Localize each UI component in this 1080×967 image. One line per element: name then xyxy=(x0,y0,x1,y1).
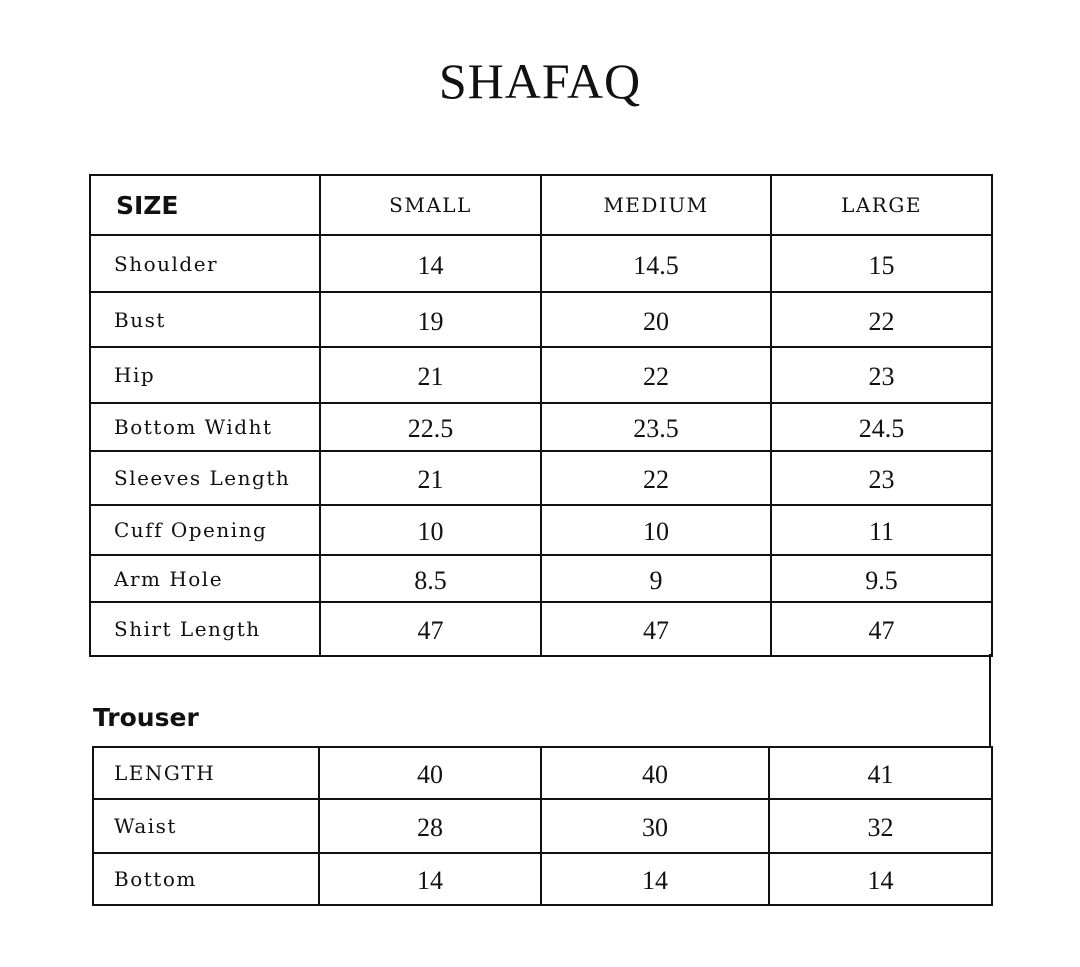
cell-small: 22.5 xyxy=(320,403,541,451)
cell-large: 47 xyxy=(771,602,992,656)
table-row xyxy=(90,602,992,656)
trouser-table xyxy=(92,746,993,906)
cell-medium: 20 xyxy=(541,292,771,347)
cell-large: 9.5 xyxy=(771,555,992,602)
cell-medium: 10 xyxy=(541,505,771,555)
row-label: Waist xyxy=(93,799,319,853)
cell-medium: 23.5 xyxy=(541,403,771,451)
cell-large: 15 xyxy=(771,235,992,292)
cell-large: 11 xyxy=(771,505,992,555)
cell-medium: 40 xyxy=(541,747,769,799)
table-row xyxy=(90,555,992,602)
cell-large: 22 xyxy=(771,292,992,347)
cell-large: 23 xyxy=(771,347,992,403)
cell-small: 14 xyxy=(319,853,541,905)
cell-medium: 30 xyxy=(541,799,769,853)
row-label: Bust xyxy=(90,292,320,347)
row-label: Shoulder xyxy=(90,235,320,292)
row-label: Sleeves Length xyxy=(90,451,320,505)
size-chart-table xyxy=(89,174,993,657)
cell-small: 28 xyxy=(319,799,541,853)
size-header-row xyxy=(90,175,992,235)
cell-medium: 14 xyxy=(541,853,769,905)
cell-small: 21 xyxy=(320,347,541,403)
cell-small: 10 xyxy=(320,505,541,555)
cell-small: 8.5 xyxy=(320,555,541,602)
column-header-large: LARGE xyxy=(771,175,992,235)
cell-medium: 14.5 xyxy=(541,235,771,292)
brand-title: SHAFAQ xyxy=(438,53,642,109)
table-row xyxy=(90,235,992,292)
table-divider xyxy=(989,654,991,748)
table-row xyxy=(90,451,992,505)
table-row xyxy=(90,403,992,451)
row-label: Hip xyxy=(90,347,320,403)
cell-small: 47 xyxy=(320,602,541,656)
column-header-small: SMALL xyxy=(320,175,541,235)
row-label: LENGTH xyxy=(93,747,319,799)
table-row xyxy=(93,799,992,853)
cell-large: 32 xyxy=(769,799,992,853)
row-label: Bottom xyxy=(93,853,319,905)
table-row xyxy=(90,347,992,403)
cell-small: 21 xyxy=(320,451,541,505)
row-label: Bottom Widht xyxy=(90,403,320,451)
cell-large: 41 xyxy=(769,747,992,799)
cell-small: 40 xyxy=(319,747,541,799)
cell-small: 19 xyxy=(320,292,541,347)
cell-medium: 22 xyxy=(541,451,771,505)
row-label: Shirt Length xyxy=(90,602,320,656)
table-row xyxy=(93,853,992,905)
table-row xyxy=(90,505,992,555)
cell-large: 24.5 xyxy=(771,403,992,451)
row-label: Arm Hole xyxy=(90,555,320,602)
trouser-section-title: Trouser xyxy=(93,703,199,732)
row-label: Cuff Opening xyxy=(90,505,320,555)
cell-medium: 22 xyxy=(541,347,771,403)
cell-large: 14 xyxy=(769,853,992,905)
column-header-medium: MEDIUM xyxy=(541,175,771,235)
cell-small: 14 xyxy=(320,235,541,292)
cell-large: 23 xyxy=(771,451,992,505)
size-header-label: SIZE xyxy=(90,175,320,235)
table-row xyxy=(90,292,992,347)
cell-medium: 9 xyxy=(541,555,771,602)
table-row xyxy=(93,747,992,799)
cell-medium: 47 xyxy=(541,602,771,656)
